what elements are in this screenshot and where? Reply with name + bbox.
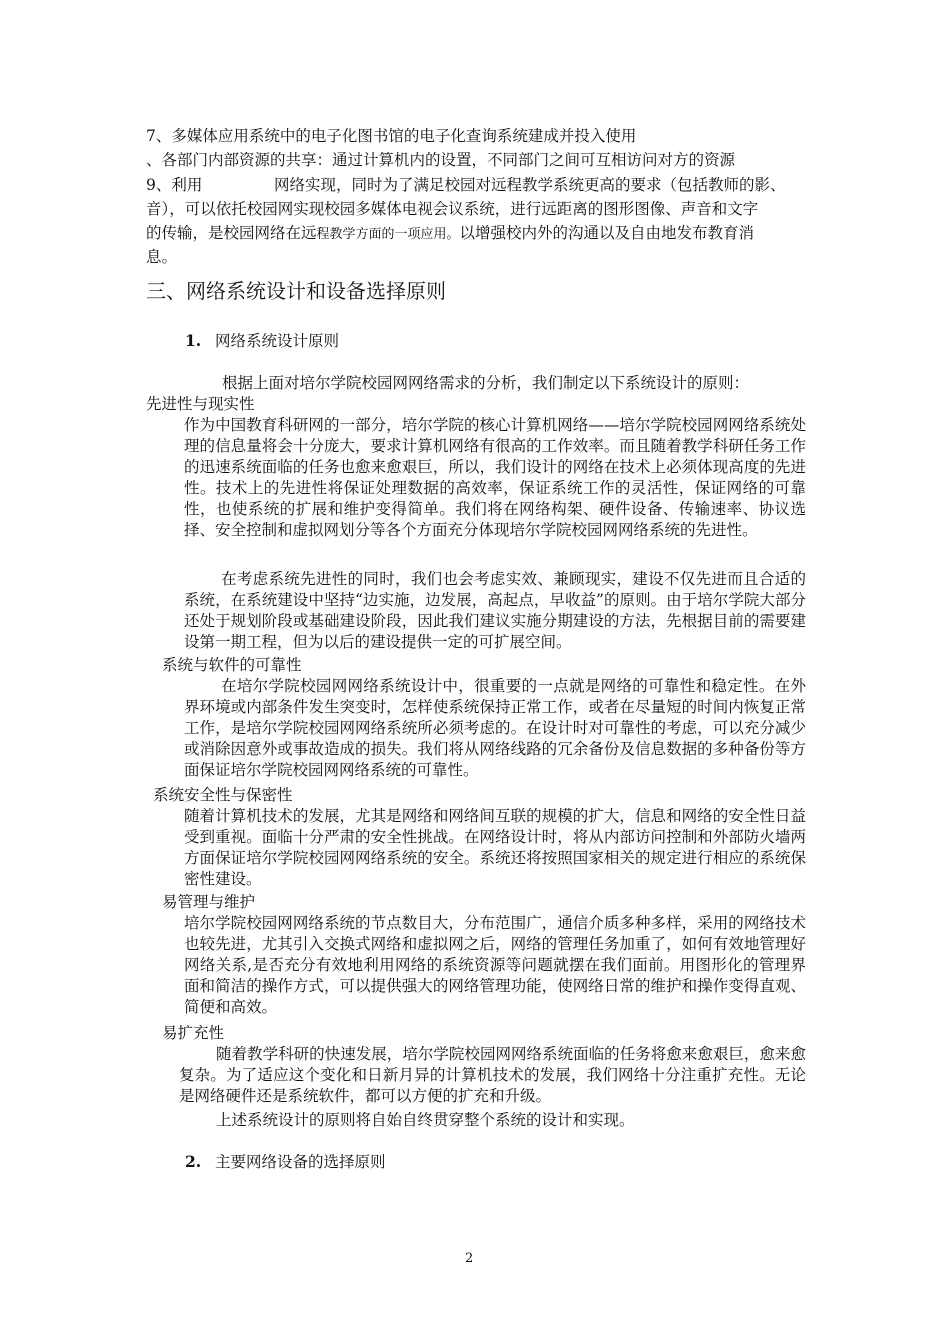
list-item-7: 7、多媒体应用系统中的电子化图书馆的电子化查询系统建成并投入使用	[146, 127, 637, 145]
list-item-9-line3-part-b: 程教学方面的一项应用。	[316, 227, 460, 242]
principle-1-title: 先进性与现实性	[146, 395, 255, 413]
principle-4-body: 培尔学院校园网网络系统的节点数目大，分布范围广，通信介质多种多样，采用的网络技术也较先进，尤其引入交换式网络和虚拟网之后，网络的管理任务加重了，如何有效地管理好网络关系,是否充分有效地利用网络的系统资源等问题就摆在我们面前。用图形化的管理界面和简洁的操作方式，可以提供强大的网络管理功能，使网络日常的维护和操作变得直观、简便和高效。	[184, 914, 806, 1016]
principle-3-title: 系统安全性与保密性	[153, 786, 293, 804]
closing-sentence: 上述系统设计的原则将自始自终贯穿整个系统的设计和实现。	[216, 1111, 635, 1129]
list-item-8: 、各部门内部资源的共享：通过计算机内的设置，不同部门之间可互相访问对方的资源	[146, 151, 736, 169]
subsection-title-1: 网络系统设计原则	[215, 332, 340, 350]
subsection-number-1: 1.	[185, 331, 202, 350]
list-item-9-line3	[146, 223, 754, 245]
list-item-9-line2: 音），可以依托校园网实现校园多媒体电视会议系统，进行远距离的图形图像、声音和文字	[146, 200, 759, 218]
lead-sentence: 根据上面对培尔学院校园网网络需求的分析，我们制定以下系统设计的原则：	[222, 374, 750, 392]
subsection-number-2: 2.	[185, 1152, 202, 1171]
list-item-9-line1: 网络实现，同时为了满足校园对远程教学系统更高的要求（包括教师的影、	[274, 176, 786, 194]
page-number: 2	[465, 1251, 474, 1266]
list-item-9-line3-part-a: 的传输，是校园网络在远	[146, 224, 317, 242]
principle-5-body: 随着教学科研的快速发展，培尔学院校园网网络系统面临的任务将愈来愈艰巨，愈来愈复杂。为了适应这个变化和日新月异的计算机技术的发展，我们网络十分注重扩充性。无论是网络硬件还是系统软件，都可以方便的扩充和升级。	[179, 1045, 806, 1105]
principle-3-body: 随着计算机技术的发展，尤其是网络和网络间互联的规模的扩大，信息和网络的安全性日益受到重视。面临十分严肃的安全性挑战。在网络设计时，将从内部访问控制和外部防火墙两方面保证培尔学院校园网网络系统的安全。系统还将按照国家相关的规定进行相应的系统保密性建设。	[184, 807, 806, 888]
list-item-9-line4: 息。	[146, 248, 178, 266]
subsection-heading-2	[185, 1152, 386, 1172]
list-item-9-prefix: 9、利用	[146, 176, 203, 194]
principle-5-title: 易扩充性	[162, 1024, 225, 1042]
subsection-heading-1	[185, 331, 339, 351]
principle-2-body: 在培尔学院校园网网络系统设计中，很重要的一点就是网络的可靠性和稳定性。在外界环境或内部条件发生突变时，怎样使系统保持正常工作，或者在尽量短的时间内恢复正常工作，是培尔学院校园网网络系统所必须考虑的。在设计时对可靠性的考虑，可以充分减少或消除因意外或事故造成的损失。我们将从网络线路的冗余备份及信息数据的多种备份等方面保证培尔学院校园网网络系统的可靠性。	[184, 677, 806, 779]
principle-2-title: 系统与软件的可靠性	[162, 656, 302, 674]
subsection-title-2: 主要网络设备的选择原则	[215, 1153, 386, 1171]
list-item-9-line3-part-c: 以增强校内外的沟通以及自由地发布教育消	[459, 224, 755, 242]
principle-1-body-1: 作为中国教育科研网的一部分，培尔学院的核心计算机网络——培尔学院校园网网络系统处理的信息量将会十分庞大，要求计算机网络有很高的工作效率。而且随着教学科研任务工作的迅速系统面临的任务也愈来愈艰巨，所以，我们设计的网络在技术上必须体现高度的先进性。技术上的先进性将保证处理数据的高效率，保证系统工作的灵活性，保证网络的可靠性，也使系统的扩展和维护变得简单。我们将在网络构架、硬件设备、传输速率、协议选择、安全控制和虚拟网划分等各个方面充分体现培尔学院校园网网络系统的先进性。	[184, 416, 806, 539]
section-heading: 三、网络系统设计和设备选择原则	[146, 279, 446, 303]
principle-4-title: 易管理与维护	[162, 893, 256, 911]
principle-1-body-2: 在考虑系统先进性的同时，我们也会考虑实效、兼顾现实，建设不仅先进而且合适的系统，在系统建设中坚持“边实施，边发展，高起点，早收益”的原则。由于培尔学院大部分还处于规划阶段或基础建设阶段，因此我们建议实施分期建设的方法，先根据目前的需要建设第一期工程，但为以后的建设提供一定的可扩展空间。	[184, 570, 806, 651]
